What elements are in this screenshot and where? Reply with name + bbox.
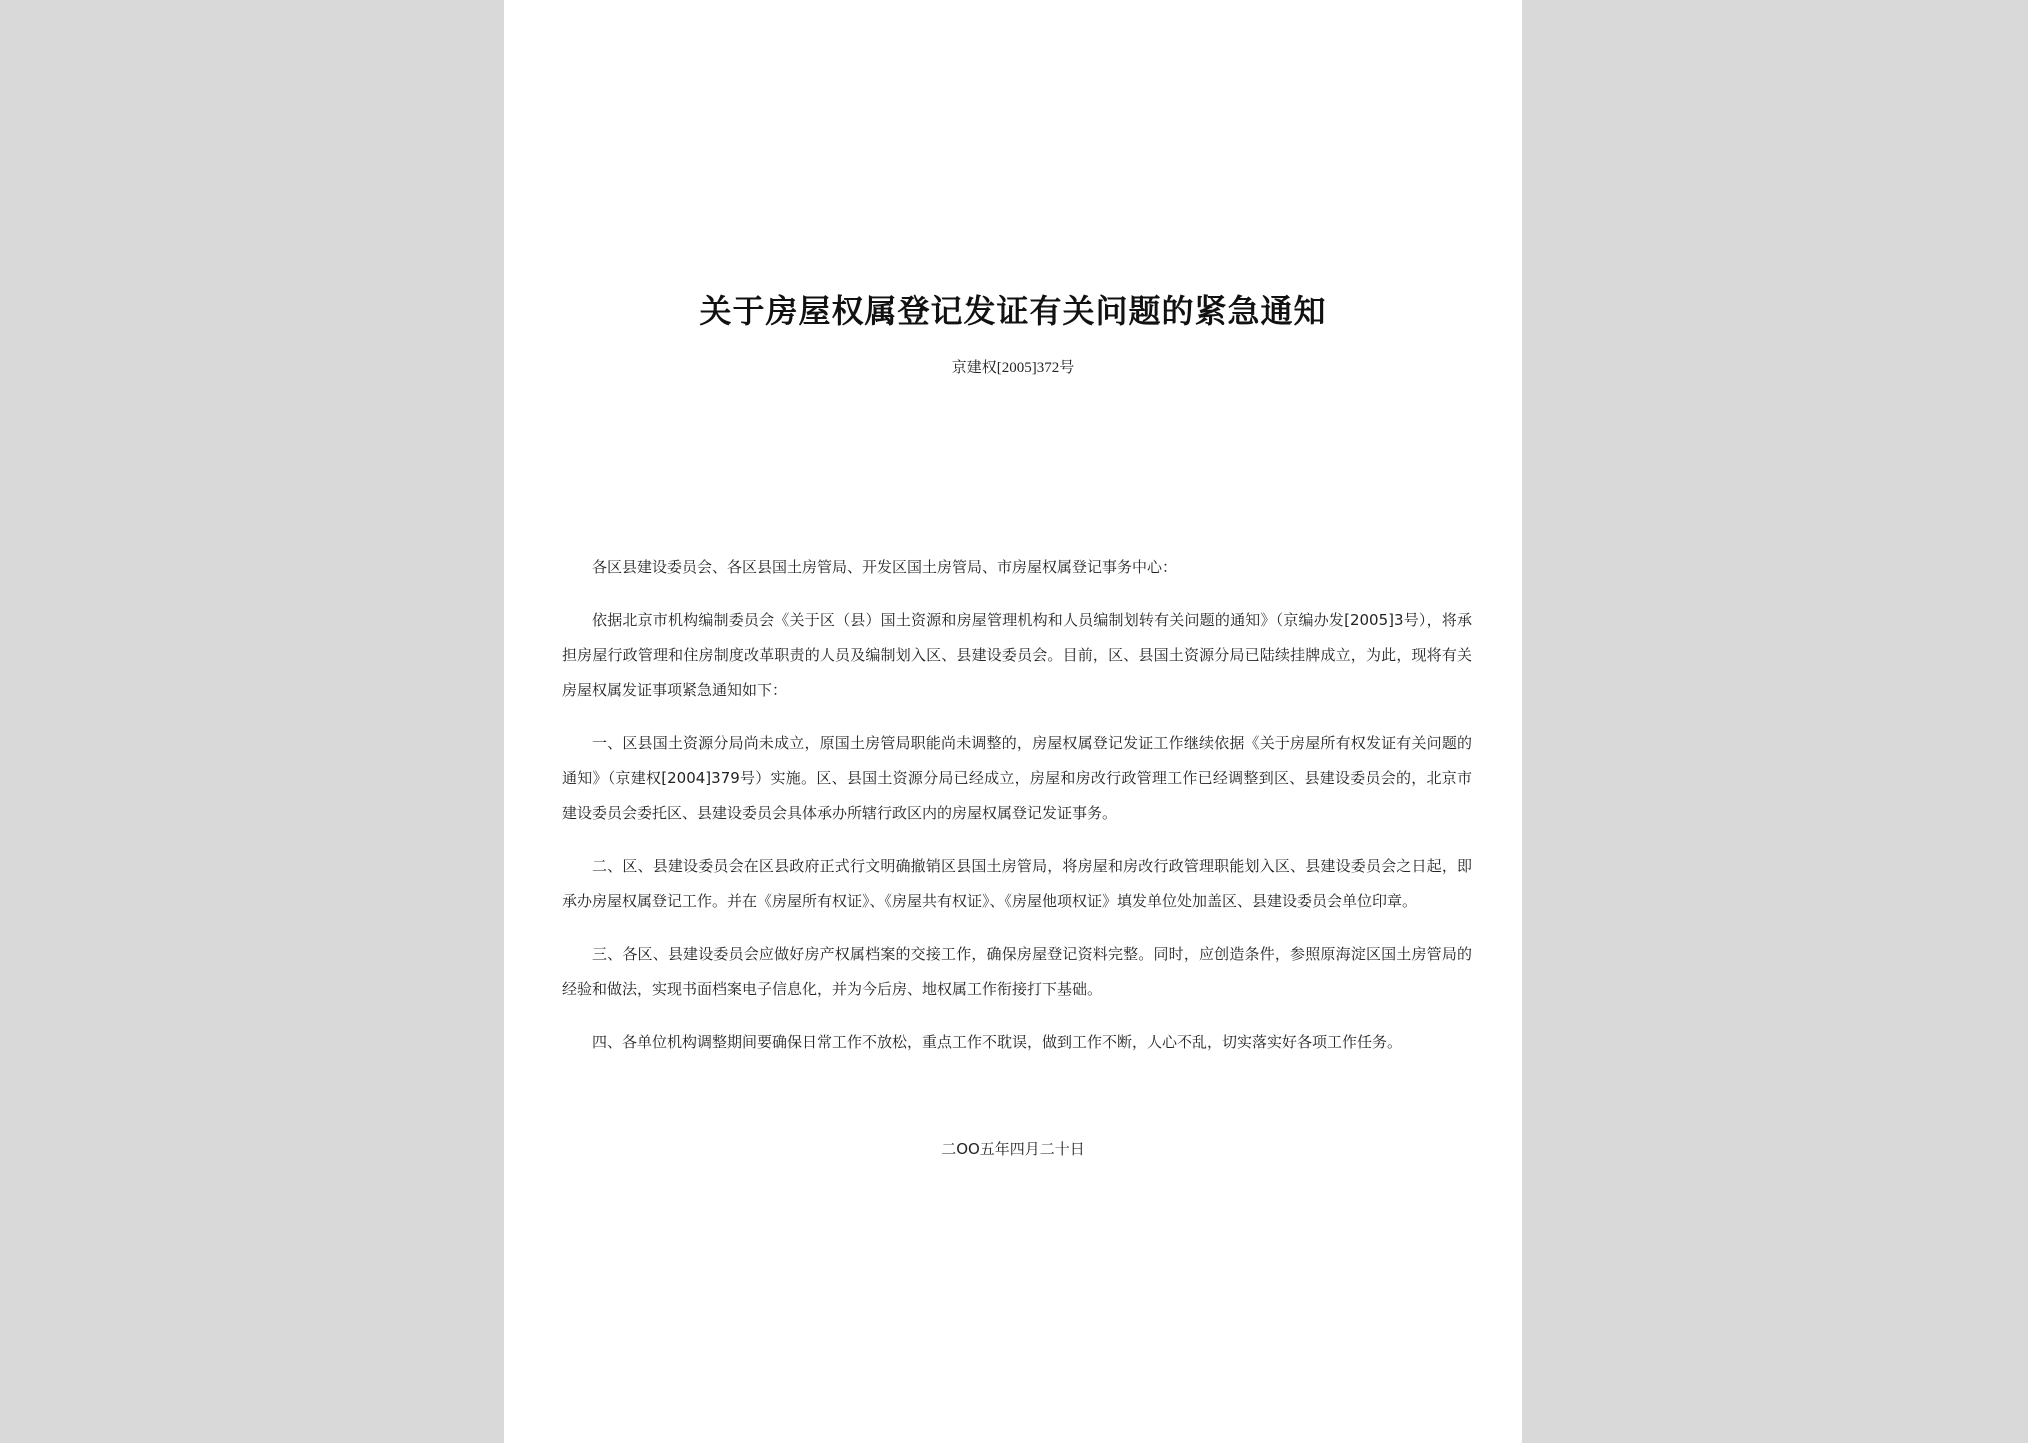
item-paragraph-3: 三、各区、县建设委员会应做好房产权属档案的交接工作，确保房屋登记资料完整。同时，应创造条件，参照原海淀区国土房管局的经验和做法，实现书面档案电子信息化，并为今后房、地权属工作衔接打下基础。 — [562, 945, 1472, 998]
item-paragraph-4: 四、各单位机构调整期间要确保日常工作不放松，重点工作不耽误，做到工作不断，人心不乱，切实落实好各项工作任务。 — [592, 1033, 1403, 1051]
document-date: 二OO五年四月二十日 — [941, 1140, 1085, 1158]
item-paragraph-2: 二、区、县建设委员会在区县政府正式行文明确撤销区县国土房管局，将房屋和房改行政管理职能划入区、县建设委员会之日起，即承办房屋权属登记工作。并在《房屋所有权证》、《房屋共有权证》、《房屋他项权证》填发单位处加盖区、县建设委员会单位印章。 — [562, 857, 1472, 910]
addressee-paragraph: 各区县建设委员会、各区县国土房管局、开发区国土房管局、市房屋权属登记事务中心： — [592, 558, 1178, 576]
document-body — [562, 550, 1472, 1078]
item-paragraph-1: 一、区县国土资源分局尚未成立，原国土房管局职能尚未调整的，房屋权属登记发证工作继续依据《关于房屋所有权发证有关问题的通知》（京建权[2004]379号）实施。区、县国土资源分局已经成立，房屋和房改行政管理工作已经调整到区、县建设委员会的，北京市建设委员会委托区、县建设委员会具体承办所辖行政区内的房屋权属登记发证事务。 — [562, 734, 1472, 822]
document-title: 关于房屋权属登记发证有关问题的紧急通知 — [699, 292, 1327, 330]
document-number: 京建权[2005]372号 — [951, 360, 1075, 376]
document-page — [504, 0, 1522, 1443]
intro-paragraph: 依据北京市机构编制委员会《关于区（县）国土资源和房屋管理机构和人员编制划转有关问题的通知》（京编办发[2005]3号），将承担房屋行政管理和住房制度改革职责的人员及编制划入区、县建设委员会。目前，区、县国土资源分局已陆续挂牌成立，为此，现将有关房屋权属发证事项紧急通知如下： — [562, 611, 1472, 699]
